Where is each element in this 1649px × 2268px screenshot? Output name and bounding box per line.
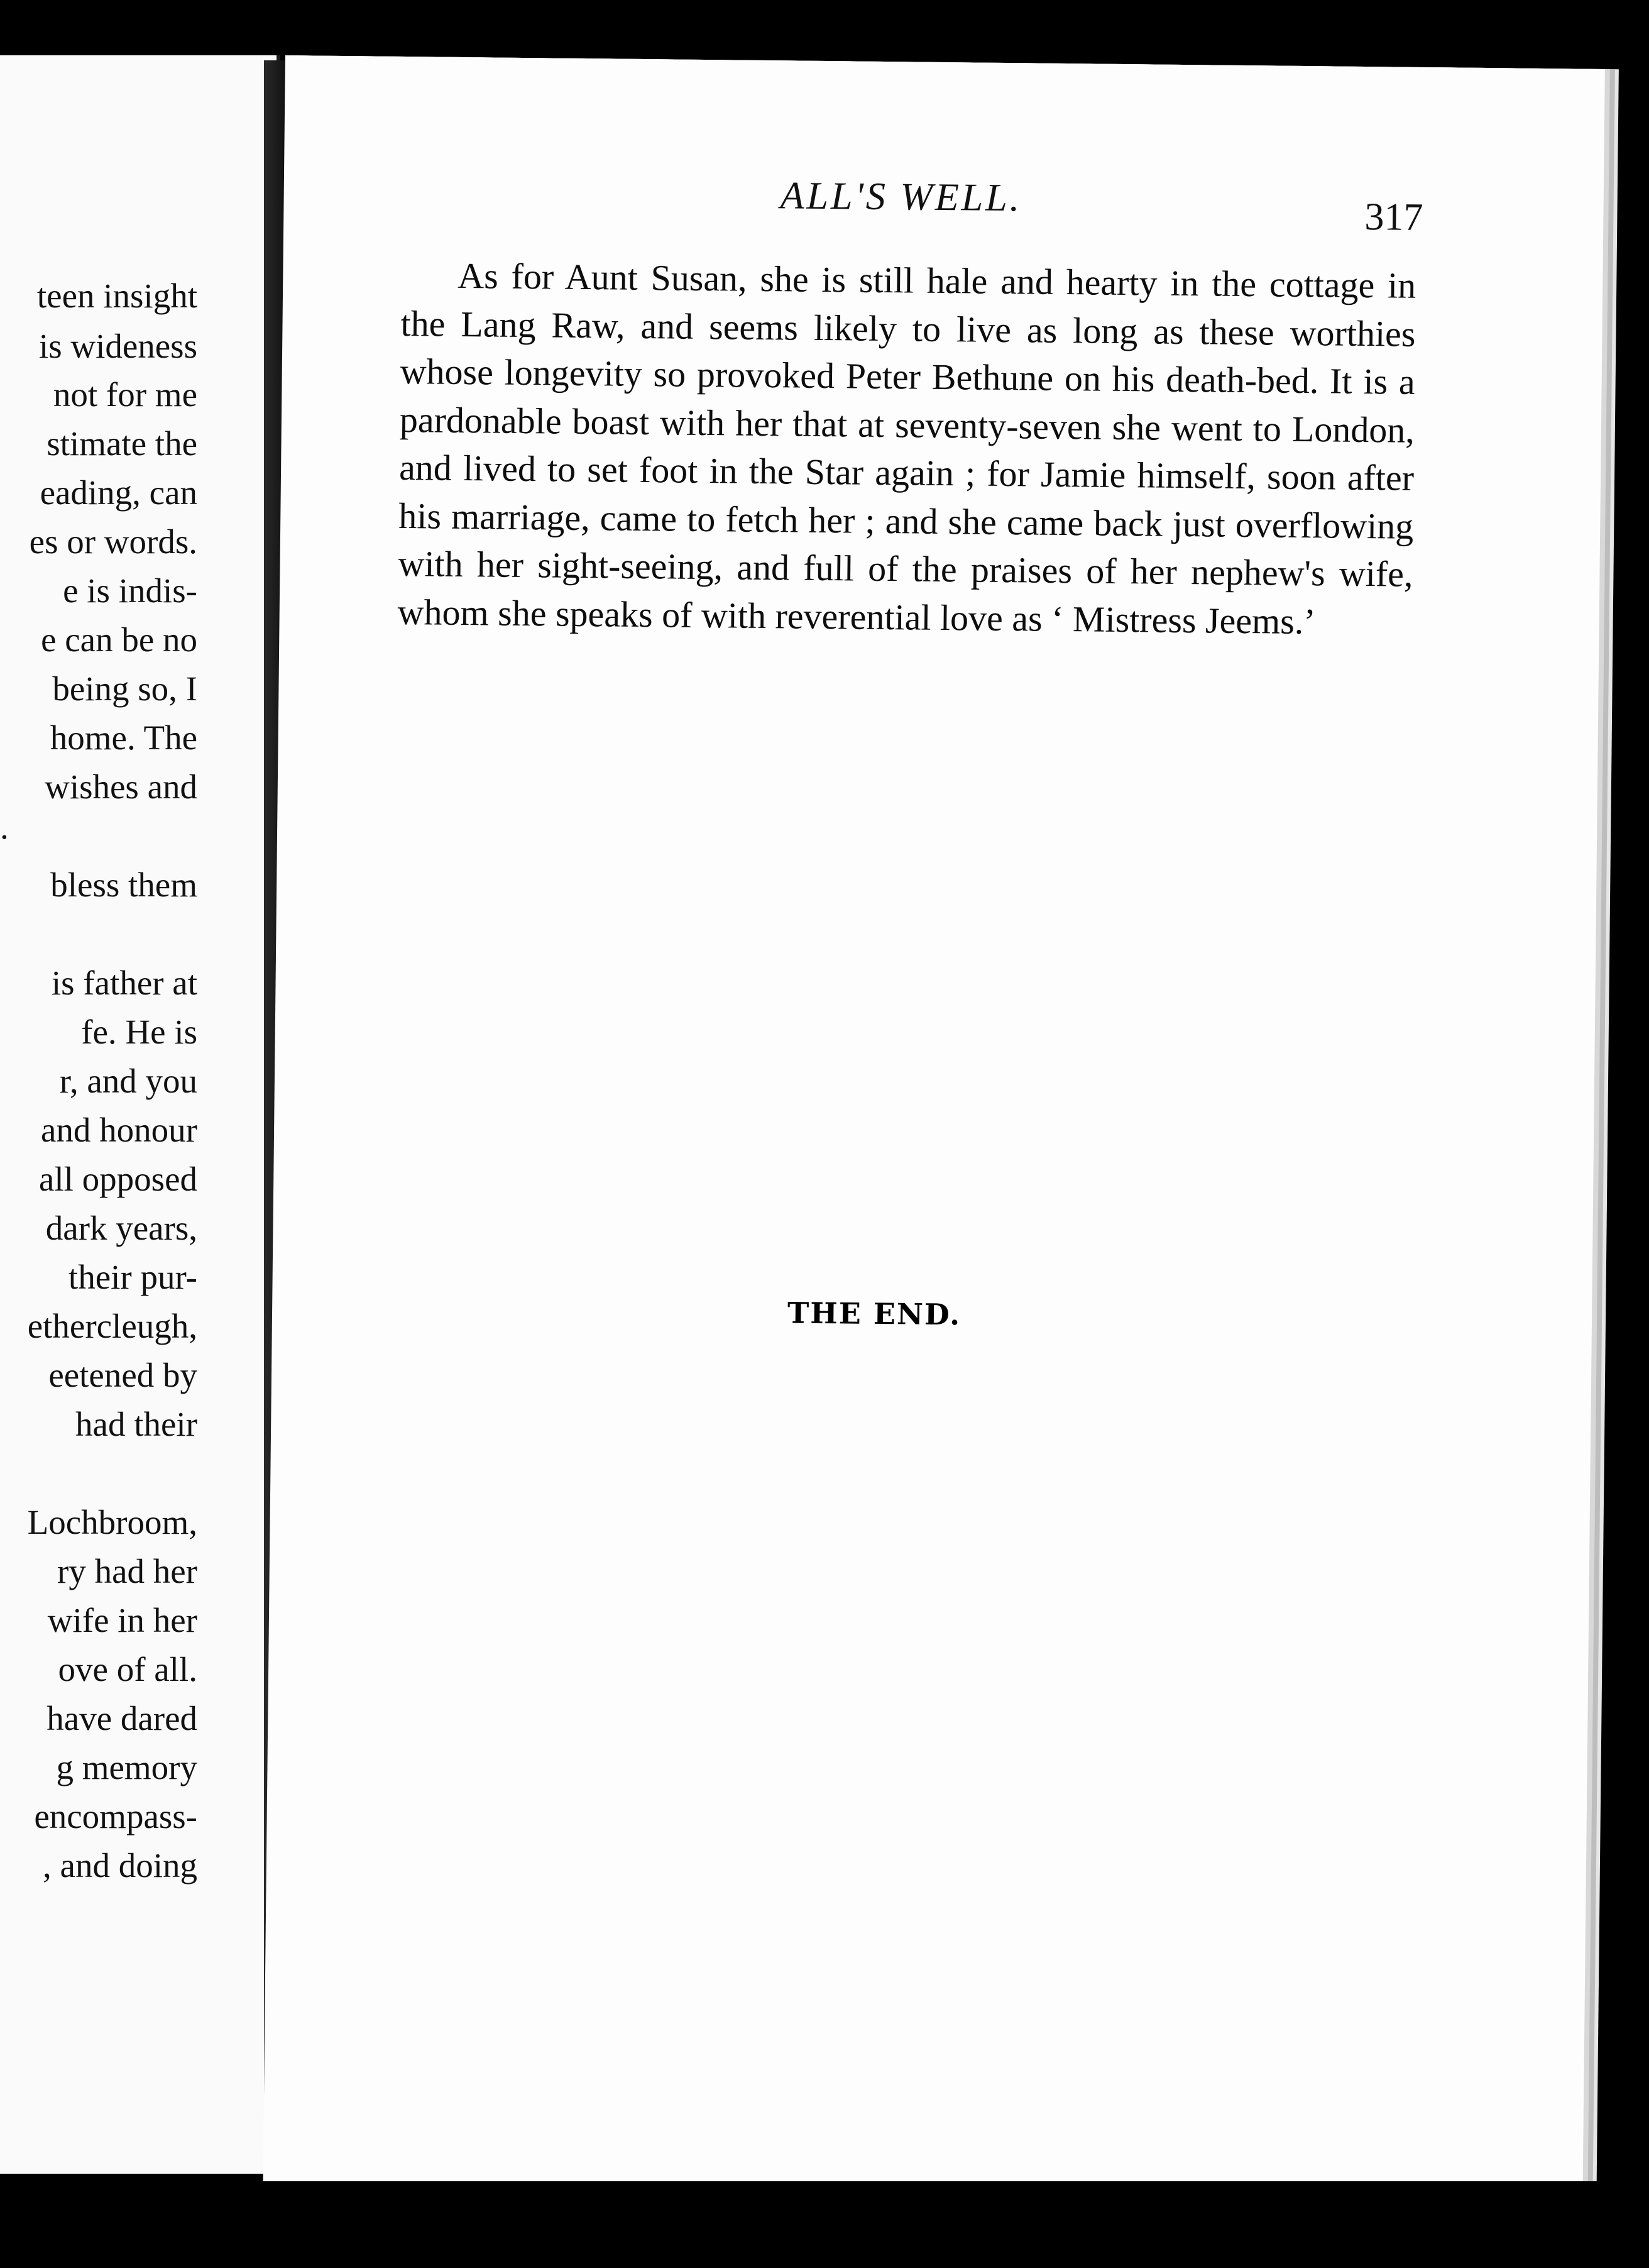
left-text-line: had their xyxy=(75,1405,197,1443)
left-text-line: es or words. xyxy=(29,522,197,561)
left-text-line: . xyxy=(0,808,9,846)
left-text-line: r, and you xyxy=(59,1062,197,1100)
left-page xyxy=(0,55,280,2174)
left-text-line: bless them xyxy=(50,866,197,904)
page-number: 317 xyxy=(1364,195,1423,239)
left-text-line: being so, I xyxy=(52,669,197,708)
left-text-line: and honour xyxy=(41,1111,197,1149)
left-text-line: home. The xyxy=(50,718,197,757)
scan-border xyxy=(0,2181,1649,2268)
left-text-line: their pur- xyxy=(68,1258,197,1296)
left-text-line: is wideness xyxy=(38,327,197,365)
left-text-line: fe. He is xyxy=(81,1013,197,1051)
left-text-line: ry had her xyxy=(57,1552,197,1590)
left-text-line: Lochbroom, xyxy=(27,1503,197,1541)
left-text-line: eetened by xyxy=(48,1356,197,1394)
left-text-line: dark years, xyxy=(45,1209,197,1247)
closing-text: THE END. xyxy=(787,1296,961,1332)
left-text-line: eading, can xyxy=(40,473,197,512)
left-text-line: not for me xyxy=(53,375,197,414)
right-page xyxy=(263,55,1605,2200)
left-text-line: ethercleugh, xyxy=(27,1307,197,1345)
left-text-line: ove of all. xyxy=(58,1650,197,1688)
left-text-line: stimate the xyxy=(47,424,197,463)
left-text-line: g memory xyxy=(56,1748,197,1786)
left-text-line: e is indis- xyxy=(63,571,197,610)
left-text-line: teen insight xyxy=(36,277,197,315)
left-text-line: wife in her xyxy=(47,1601,197,1639)
left-text-line: have dared xyxy=(47,1699,197,1737)
left-text-line: wishes and xyxy=(45,768,197,806)
left-text-line: all opposed xyxy=(38,1160,197,1198)
body-paragraph: As for Aunt Susan, she is still hale and hearty in the cottage in the Lang Raw, and seems likely to live as long as these worthies whose longevity so provoked Peter Bethune on his death-bed. It is a pardonable boast with her that at seventy-seven she went to London, and lived to set foot in the Star again ; for Jamie himself, soon after his marriage, came to fetch her ; and she came back just overflowing with her sight-seeing, and full of the praises of her nephew's wife, whom she speaks of with reverential love as ‘ Mistress Jeems.’ xyxy=(397,255,1416,642)
running-head: ALL'S WELL. xyxy=(780,174,1022,220)
left-text-line: , and doing xyxy=(43,1846,197,1885)
left-text-line: is father at xyxy=(51,964,197,1002)
left-text-line: encompass- xyxy=(34,1797,197,1836)
left-text-line: e can be no xyxy=(41,620,197,659)
